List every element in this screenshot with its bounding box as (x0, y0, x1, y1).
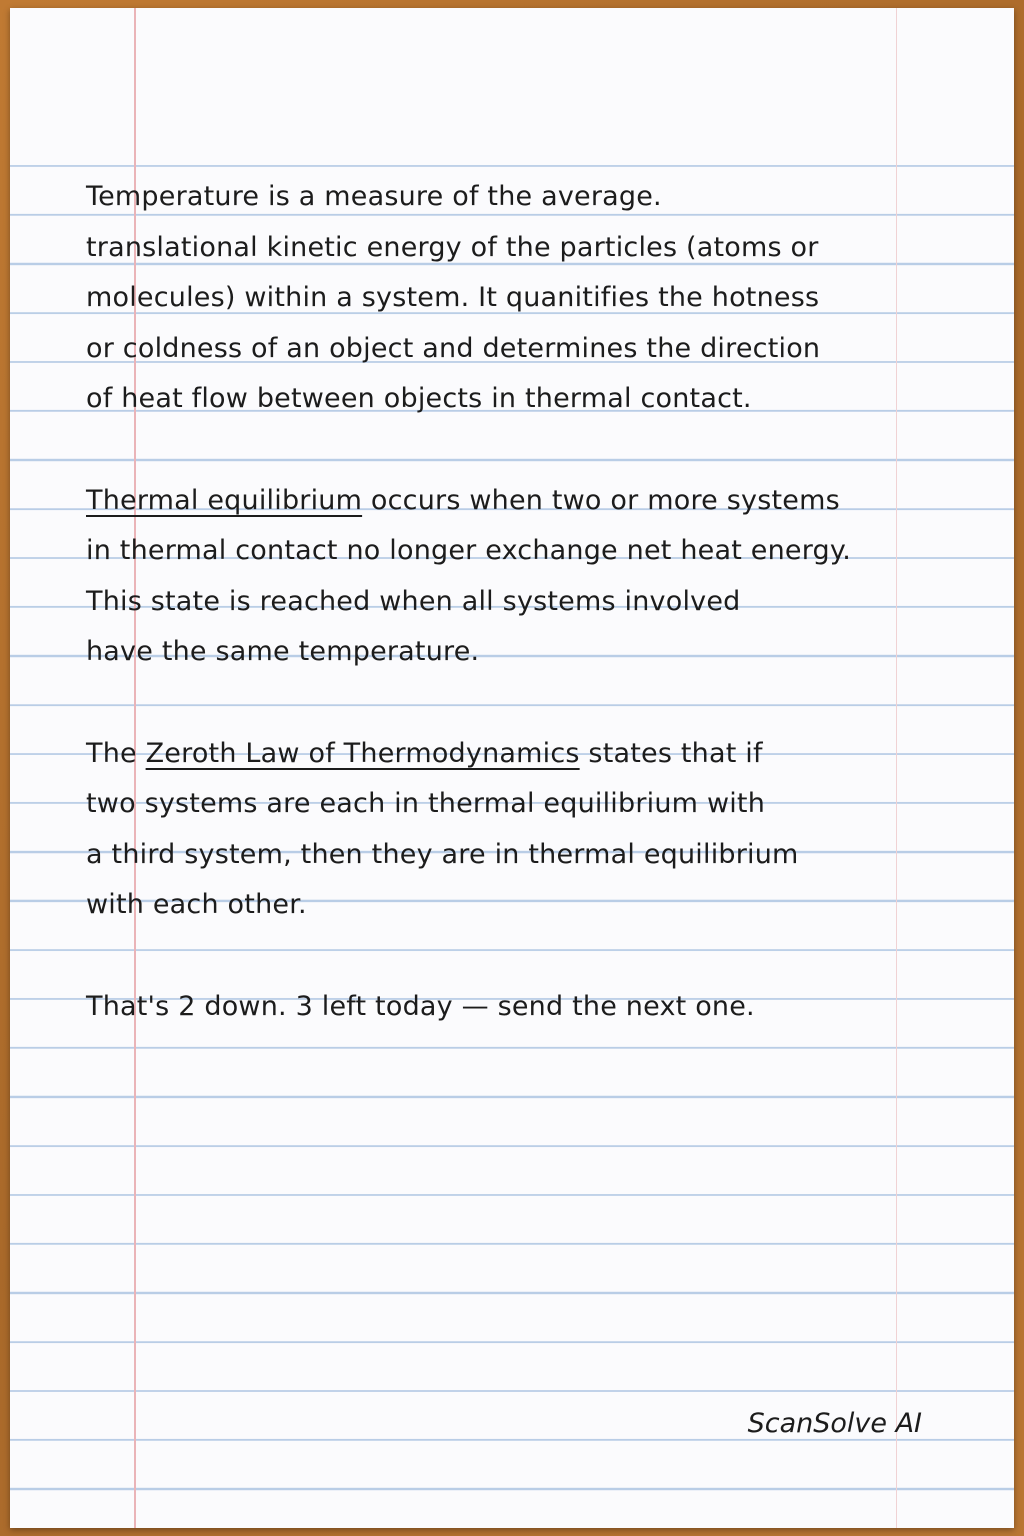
paragraph-progress-note (86, 982, 926, 1033)
paragraph-zeroth-law (86, 729, 926, 931)
paragraph-temperature (86, 172, 926, 425)
text-line: Temperature is a measure of the average. (86, 181, 662, 212)
text-line: This state is reached when all systems involved (86, 585, 741, 617)
text-line: translational kinetic energy of the particles (atoms or (86, 231, 819, 263)
underlined-term: Thermal equilibrium (86, 484, 363, 516)
text-line (86, 729, 926, 780)
text-line: in thermal contact no longer exchange net heat energy. (86, 535, 851, 567)
text-line: with each other. (86, 889, 307, 921)
text-line: molecules) within a system. It quanitifies the hotness (86, 282, 820, 314)
text-fragment: states that if (579, 737, 763, 769)
paragraph-thermal-equilibrium (86, 476, 926, 678)
text-line: of heat flow between objects in thermal contact. (86, 383, 752, 415)
text-line: have the same temperature. (86, 636, 480, 668)
text-line: That's 2 down. 3 left today — send the next one. (86, 990, 755, 1022)
text-fragment: The (86, 737, 146, 769)
signature: ScanSolve AI (747, 1408, 922, 1439)
page-header-band (10, 8, 1014, 158)
text-line: or coldness of an object and determines the direction (86, 332, 821, 364)
handwritten-text (86, 172, 926, 1083)
text-line: two systems are each in thermal equilibrium with (86, 788, 766, 820)
underlined-term: Zeroth Law of Thermodynamics (145, 737, 580, 769)
text-line (86, 476, 926, 527)
text-line: a third system, then they are in thermal equilibrium (86, 838, 799, 870)
text-fragment: occurs when two or more systems (362, 484, 840, 516)
